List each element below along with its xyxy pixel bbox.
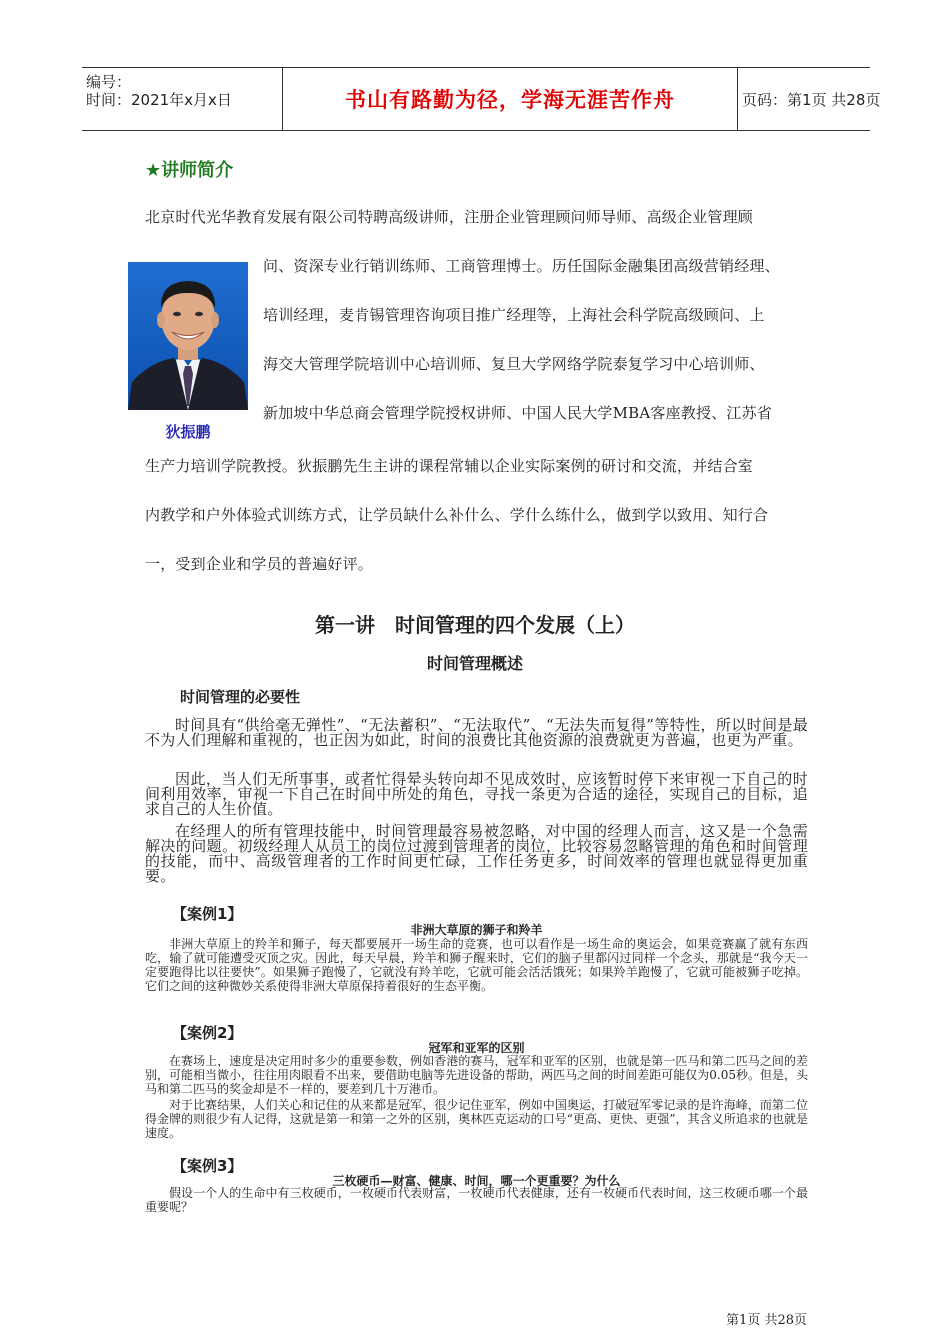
case-title: 冠军和亚军的区别 <box>428 1041 525 1055</box>
case-title: 三枚硬币—财富、健康、时间，哪一个更重要？为什么 <box>332 1174 621 1188</box>
bio-line: 内教学和户外体验式训练方式，让学员缺什么补什么、学什么练什么，做到学以致用、知行合 <box>145 506 769 524</box>
lecture-subtitle: 时间管理概述 <box>426 654 523 673</box>
case-paragraph: 在赛场上，速度是决定用时多少的重要参数，例如香港的赛马，冠军和亚军的区别，也就是第一匹马和第二匹马之间的差别，可能相当微小，往往用肉眼看不出来，要借助电脑等先进设备的帮助，两匹马之间的时间差距可能仅为0.05秒。但是，头马和第二匹马的奖金却是不一样的，要差到几十万港币。 <box>145 1054 808 1096</box>
body-paragraph: 时间具有“供给毫无弹性”、“无法蓄积”、“无法取代”、“无法失而复得”等特性，所以时间是最不为人们理解和重视的，也正因为如此，时间的浪费比其他资源的浪费就更为普遍，也更为严重。 <box>145 716 808 749</box>
bio-line: 新加坡中华总商会管理学院授权讲师、中国人民大学MBA客座教授、江苏省 <box>263 404 773 422</box>
header-page-info: 页码：第1页 共28页 <box>742 90 881 109</box>
bio-line: 海交大管理学院培训中心培训师、复旦大学网络学院泰复学习中心培训师、 <box>263 355 765 373</box>
photo-caption: 狄振鹏 <box>165 423 211 441</box>
header-motto: 书山有路勤为径，学海无涯苦作舟 <box>282 68 738 130</box>
bio-line: 生产力培训学院教授。狄振鹏先生主讲的课程常辅以企业实际案例的研讨和交流，并结合室 <box>145 457 754 475</box>
case-paragraph: 假设一个人的生命中有三枚硬币，一枚硬币代表财富，一枚硬币代表健康，还有一枚硬币代表时间，这三枚硬币哪一个最重要呢？ <box>145 1186 808 1214</box>
lecture-title: 第一讲 时间管理的四个发展（上） <box>315 613 635 637</box>
page-header <box>82 67 881 131</box>
date-label: 时间：2021年x月x日 <box>86 91 232 109</box>
bio-line: 北京时代光华教育发展有限公司特聘高级讲师，注册企业管理顾问师导师、高级企业管理顾 <box>145 208 754 226</box>
bio-line: 培训经理，麦肯锡管理咨询项目推广经理等，上海社会科学院高级顾问、上 <box>263 306 765 324</box>
bio-line: 问、资深专业行销训练师、工商管理博士。历任国际金融集团高级营销经理、 <box>263 257 780 275</box>
body-paragraph: 在经理人的所有管理技能中，时间管理最容易被忽略，对中国的经理人而言，这又是一个急需解决的问题。初级经理人从员工的岗位过渡到管理者的岗位，比较容易忽略管理的角色和时间管理的技能，而中、高级管理者的工作时间更忙碌，工作任务更多，时间效率的管理也就显得更加重要。 <box>145 822 808 885</box>
bio-title: ★讲师简介 <box>145 160 234 181</box>
body-paragraph: 因此，当人们无所事事，或者忙得晕头转向却不见成效时，应该暂时停下来审视一下自己的时间利用效率，审视一下自己在时间中所处的角色，寻找一条更为合适的途径，实现自己的目标，追求自己的人生价值。 <box>145 770 808 818</box>
bio-line: 一，受到企业和学员的普遍好评。 <box>145 555 374 573</box>
case-paragraph: 对于比赛结果，人们关心和记住的从来都是冠军，很少记住亚军，例如中国奥运，打破冠军零记录的是许海峰，而第二位得金牌的则很少有人记得，这就是第一和第一之外的区别，奥林匹克运动的口号“更高、更快、更强”，其含义所追求的也就是速度。 <box>145 1098 808 1140</box>
page-footer: 第1页 共28页 <box>726 1313 807 1328</box>
number-label: 编号： <box>86 73 132 91</box>
case-label: 【案例3】 <box>172 1157 243 1175</box>
header-meta <box>82 68 282 130</box>
section-heading: 时间管理的必要性 <box>180 688 301 706</box>
lecturer-photo <box>128 262 248 410</box>
case-label: 【案例2】 <box>172 1024 243 1042</box>
case-label: 【案例1】 <box>172 905 243 923</box>
case-title: 非洲大草原的狮子和羚羊 <box>410 923 543 937</box>
portrait-illustration <box>128 262 248 410</box>
case-paragraph: 非洲大草原上的羚羊和狮子，每天都要展开一场生命的竞赛，也可以看作是一场生命的奥运会，如果竞赛赢了就有东西吃，输了就可能遭受灭顶之灾。因此，每天早晨，羚羊和狮子醒来时，它们的脑子里都闪过同样一个念头，那就是“我今天一定要跑得比以往要快”。如果狮子跑慢了，它就没有羚羊吃，它就可能会活活饿死；如果羚羊跑慢了，它就可能被狮子吃掉。它们之间的这种微妙关系使得非洲大草原保持着很好的生态平衡。 <box>145 937 808 993</box>
